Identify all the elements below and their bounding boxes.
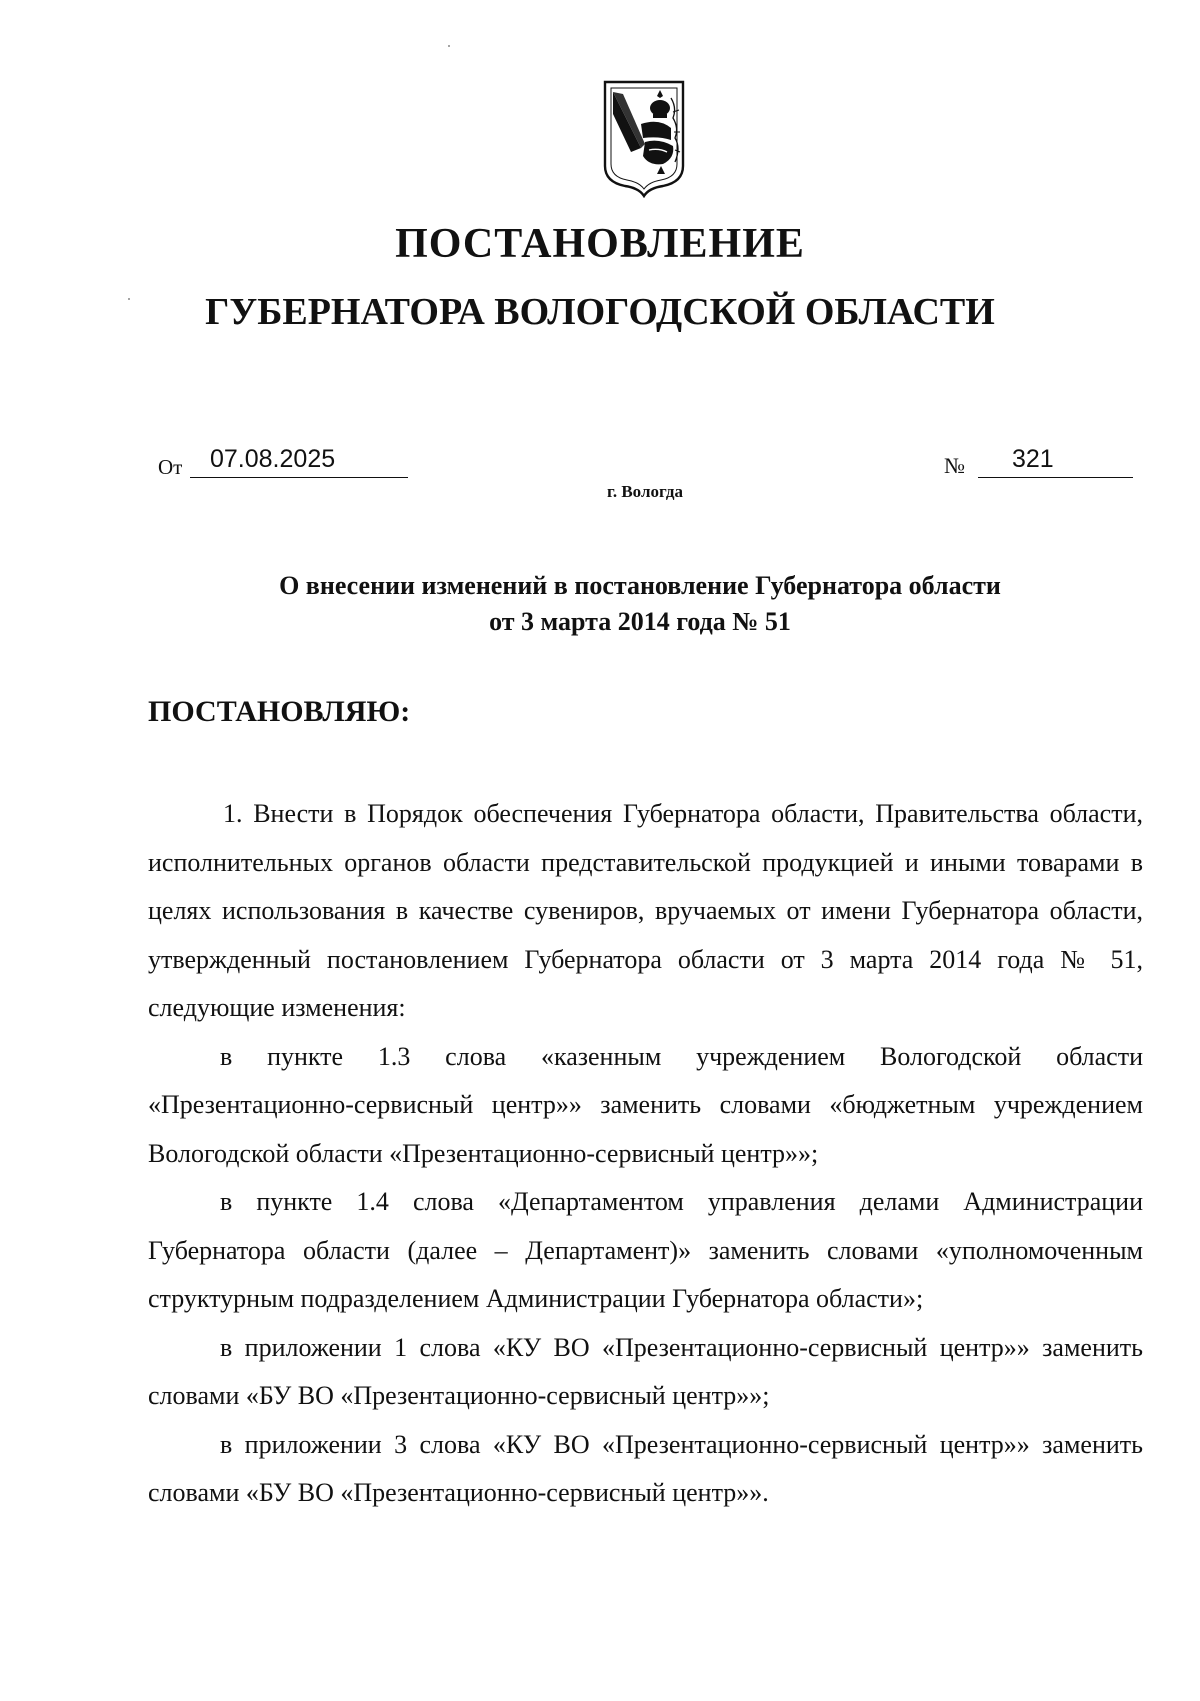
number-value: 321 <box>1012 445 1054 473</box>
number-label: № <box>944 453 965 478</box>
decree-label: ПОСТАНОВЛЯЮ: <box>148 695 411 728</box>
paragraph-2: в пункте 1.3 слова «казенным учреждением Вологодской области «Презентационно-сервисный центр»» заменить словами «бюджетным учреждением Вологодской области «Презентационно-сервисный центр»»; <box>148 1041 1143 1168</box>
document-title: ПОСТАНОВЛЕНИЕ <box>395 221 805 267</box>
paragraph-5: в приложении 3 слова «КУ ВО «Презентационно-сервисный центр»» заменить словами «БУ ВО «Презентационно-сервисный центр»». <box>148 1429 1143 1507</box>
document-heading-line-1: О внесении изменений в постановление Губернатора области <box>279 571 1001 600</box>
paragraph-4: в приложении 1 слова «КУ ВО «Презентационно-сервисный центр»» заменить словами «БУ ВО «Презентационно-сервисный центр»»; <box>148 1332 1143 1410</box>
document-heading-line-2: от 3 марта 2014 года № 51 <box>489 607 791 636</box>
paragraph-1: 1. Внести в Порядок обеспечения Губернатора области, Правительства области, исполнительных органов области представительской продукцией и иными товарами в целях использования в качестве сувениров, вручаемых от имени Губернатора области, утвержденный постановлением Губернатора области от 3 марта 2014 года № 51, следующие изменения: <box>148 799 1143 1022</box>
document-heading <box>100 568 1180 640</box>
document-subtitle: ГУБЕРНАТОРА ВОЛОГОДСКОЙ ОБЛАСТИ <box>205 291 995 333</box>
scan-speck <box>448 45 450 47</box>
date-value: 07.08.2025 <box>210 445 336 473</box>
date-label: От <box>158 455 183 479</box>
document-body <box>148 790 1143 1518</box>
date-field <box>190 443 408 478</box>
city-label: г. Вологда <box>607 482 683 501</box>
paragraph-3: в пункте 1.4 слова «Департаментом управления делами Администрации Губернатора области (далее – Департамент)» заменить словами «уполномоченным структурным подразделением Администрации Губернатора области»; <box>148 1187 1143 1313</box>
number-field <box>978 443 1133 478</box>
vologda-coat-of-arms-icon <box>601 78 687 198</box>
scan-speck <box>128 298 130 300</box>
